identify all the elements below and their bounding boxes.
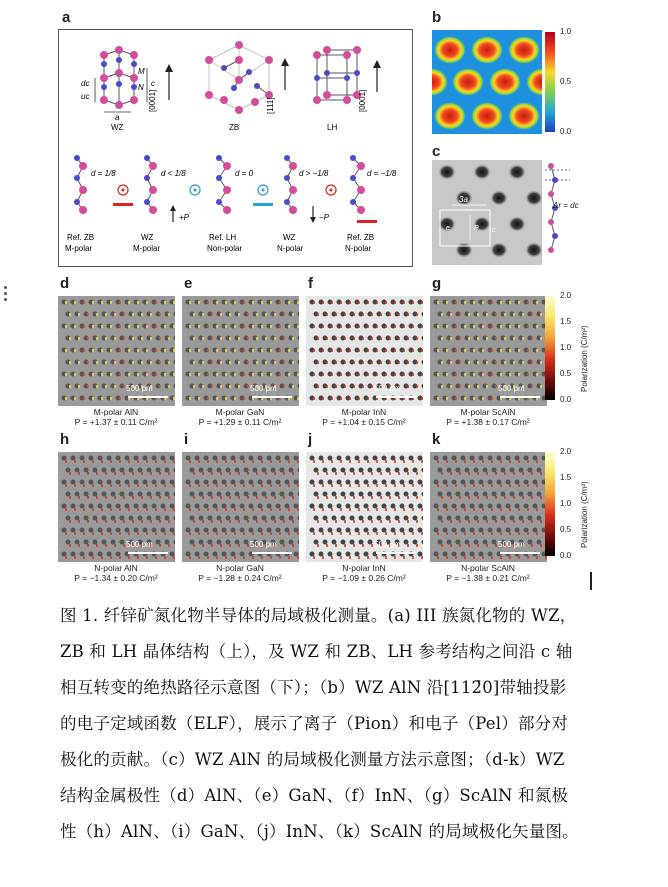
scale-bar-label: 500 pm: [374, 384, 401, 393]
colorbar-tick: 1.5: [560, 317, 572, 326]
panel-c-3a: 3a: [459, 195, 468, 204]
polarization-map-d: [58, 296, 175, 406]
svg-text:d = 0: d = 0: [235, 169, 254, 178]
panel-a-box: [58, 29, 413, 267]
map-polarization-value: P = −1.09 ± 0.26 C/m²: [322, 573, 406, 583]
svg-text:a: a: [115, 113, 120, 122]
map-name: M-polar ScAlN: [460, 407, 516, 417]
zb-label: ZB: [229, 123, 240, 132]
panel-letter-c: c: [432, 143, 441, 160]
svg-text:Non-polar: Non-polar: [207, 244, 243, 253]
panel-c-delta-label: Δr = dc: [553, 201, 579, 210]
svg-text:N: N: [138, 83, 144, 92]
map-polarization-value: P = +1.29 ± 0.11 C/m²: [198, 417, 282, 427]
scale-bar-label: 500 pm: [374, 540, 401, 549]
text-cursor: [590, 572, 592, 590]
map-name: M-polar InN: [341, 407, 387, 417]
scale-bar-label: 500 pm: [498, 540, 525, 549]
polarization-colorbar-bottom: [545, 452, 555, 556]
polarization-map-j: [306, 452, 423, 562]
panel-letter-h: h: [60, 431, 70, 448]
elf-colorbar: [545, 32, 555, 132]
svg-text:d = −1/8: d = −1/8: [367, 169, 397, 178]
panel-letter-j: j: [308, 431, 313, 448]
map-polarization-value: P = +1.04 ± 0.15 C/m²: [322, 417, 406, 427]
caption-line: 结构金属极性（d）AlN、（e）GaN、（f）InN、（g）ScAlN 和氮极: [60, 786, 569, 805]
map-name: M-polar AlN: [93, 407, 139, 417]
panel-c-e: e: [446, 225, 450, 232]
side-handle[interactable]: [4, 286, 8, 301]
caption-line: ZB 和 LH 晶体结构（上），及 WZ 和 ZB、LH 参考结构之间沿 c 轴: [60, 642, 573, 661]
svg-text:+P: +P: [179, 213, 190, 222]
panel-letter-a: a: [62, 9, 71, 26]
svg-text:[0001]: [0001]: [148, 89, 157, 112]
elf-tick-05: 0.5: [560, 77, 572, 86]
polarization-map-k: [430, 452, 547, 562]
polarization-map-h: [58, 452, 175, 562]
colorbar-tick: 2.0: [560, 291, 572, 300]
panel-letter-b: b: [432, 9, 442, 26]
map-name: N-polar GaN: [216, 563, 264, 573]
colorbar-tick: 0.5: [560, 525, 572, 534]
polarization-map-g: [430, 296, 547, 406]
figure-caption: [60, 598, 620, 850]
wz-label: WZ: [111, 123, 124, 132]
panel-letter-g: g: [432, 275, 442, 292]
svg-text:uc: uc: [81, 92, 90, 101]
panel-c-p: P: [474, 225, 479, 232]
wz-m-chain: [144, 155, 200, 222]
svg-text:Ref. LH: Ref. LH: [209, 233, 237, 242]
map-polarization-value: P = −1.34 ± 0.20 C/m²: [74, 573, 158, 583]
colorbar-tick: 2.0: [560, 447, 572, 456]
colorbar-title-bottom: Polarization (C/m²): [580, 481, 589, 548]
map-name: N-polar InN: [342, 563, 386, 573]
svg-text:Ref. ZB: Ref. ZB: [347, 233, 375, 242]
scale-bar-label: 500 pm: [250, 384, 277, 393]
map-polarization-value: P = +1.37 ± 0.11 C/m²: [74, 417, 158, 427]
map-polarization-value: P = +1.38 ± 0.17 C/m²: [446, 417, 530, 427]
colorbar-title-top: Polarization (C/m²): [580, 325, 589, 392]
svg-text:−P: −P: [319, 213, 330, 222]
svg-text:[111]: [111]: [266, 97, 275, 114]
polarization-map-e: [182, 296, 299, 406]
scale-bar-label: 500 pm: [250, 540, 277, 549]
elf-tick-1: 1.0: [560, 27, 572, 36]
elf-heatmap: [432, 30, 542, 134]
scale-bar-label: 500 pm: [126, 384, 153, 393]
colorbar-tick: 1.5: [560, 473, 572, 482]
panel-letter-e: e: [184, 275, 193, 292]
elf-tick-0: 0.0: [560, 127, 572, 136]
svg-text:d < 1/8: d < 1/8: [161, 169, 186, 178]
svg-text:[0001]: [0001]: [358, 89, 367, 112]
map-name: N-polar ScAlN: [461, 563, 515, 573]
panel-letter-k: k: [432, 431, 441, 448]
panel-letter-i: i: [184, 431, 189, 448]
svg-text:N-polar: N-polar: [277, 244, 304, 253]
lh-label: LH: [327, 123, 338, 132]
scale-bar-label: 500 pm: [126, 540, 153, 549]
colorbar-tick: 0.0: [560, 551, 572, 560]
panel-letter-d: d: [60, 275, 70, 292]
panel-c-c: c: [492, 227, 496, 234]
map-name: M-polar GaN: [215, 407, 265, 417]
scale-bar-label: 500 pm: [498, 384, 525, 393]
ref-zb-n-chain: [350, 155, 397, 223]
caption-line: 图 1. 纤锌矿氮化物半导体的局域极化测量。(a) III 族氮化物的 WZ，: [60, 606, 577, 625]
panel-c-chain: [545, 160, 615, 265]
ref-zb-m-chain: [74, 155, 133, 214]
ref-lh-chain: [216, 155, 273, 214]
panel-c-image: [432, 160, 542, 265]
colorbar-tick: 0.0: [560, 395, 572, 404]
polarization-map-i: [182, 452, 299, 562]
svg-text:c: c: [151, 79, 155, 88]
svg-text:Ref. ZB: Ref. ZB: [67, 233, 95, 242]
lh-structure: [313, 46, 381, 104]
svg-text:M: M: [138, 67, 145, 76]
crystal-structures-diagram: [59, 30, 412, 266]
svg-text:N-polar: N-polar: [345, 244, 372, 253]
svg-text:WZ: WZ: [283, 233, 296, 242]
svg-text:d > −1/8: d > −1/8: [299, 169, 329, 178]
caption-line: 极化的贡献。（c）WZ AlN 的局域极化测量方法示意图；（d-k）WZ: [60, 750, 565, 769]
svg-text:M-polar: M-polar: [65, 244, 93, 253]
svg-text:d = 1/8: d = 1/8: [91, 169, 116, 178]
svg-text:WZ: WZ: [141, 233, 154, 242]
caption-line: 性（h）AlN、（i）GaN、（j）InN、（k）ScAlN 的局域极化矢量图。: [60, 822, 579, 841]
colorbar-tick: 0.5: [560, 369, 572, 378]
map-name: N-polar AlN: [94, 563, 138, 573]
svg-text:dc: dc: [81, 79, 90, 88]
colorbar-tick: 1.0: [560, 499, 572, 508]
svg-text:M-polar: M-polar: [133, 244, 161, 253]
polarization-map-f: [306, 296, 423, 406]
zb-structure: [205, 41, 289, 114]
map-polarization-value: P = −1.38 ± 0.21 C/m²: [446, 573, 530, 583]
panel-letter-f: f: [308, 275, 313, 292]
wz-structure: [95, 46, 173, 112]
wz-n-chain: [284, 155, 336, 223]
colorbar-tick: 1.0: [560, 343, 572, 352]
map-polarization-value: P = −1.28 ± 0.24 C/m²: [198, 573, 282, 583]
polarization-colorbar-top: [545, 296, 555, 400]
caption-line: 相互转变的绝热路径示意图（下）；（b）WZ AlN 沿[112̄0]带轴投影: [60, 678, 567, 697]
caption-line: 的电子定域函数（ELF），展示了离子（Pion）和电子（Pel）部分对: [60, 714, 569, 733]
